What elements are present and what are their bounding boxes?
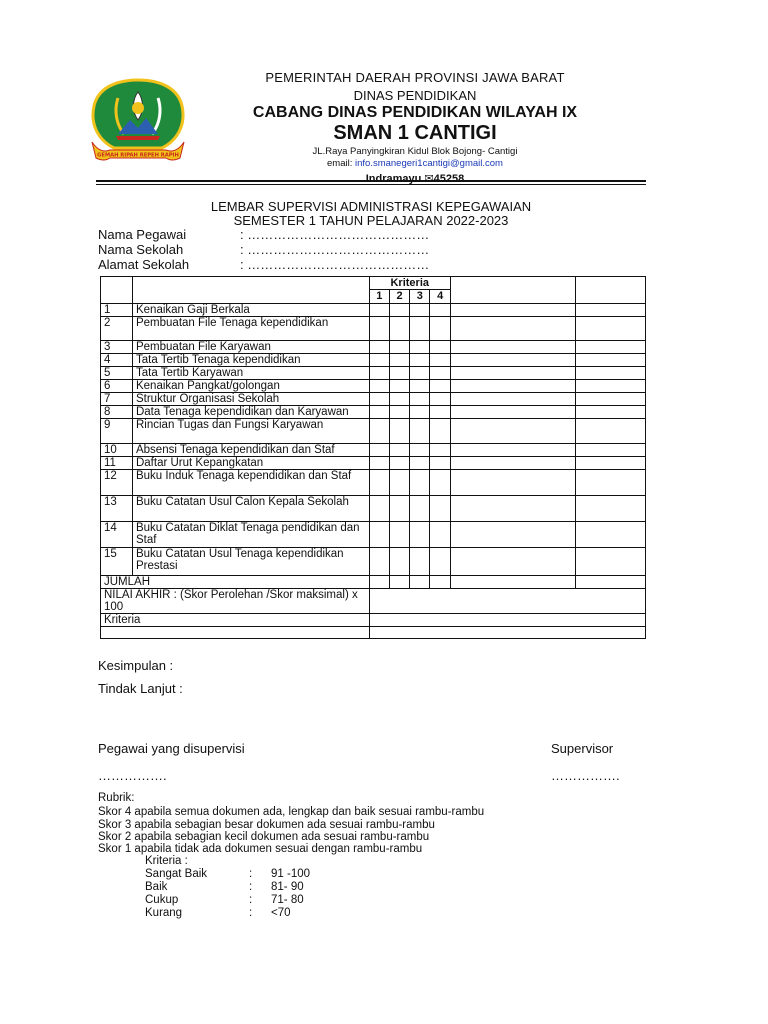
table-row — [101, 317, 646, 341]
row-item: Kenaikan Gaji Berkala — [132, 304, 369, 317]
supervisor-signature-label: Supervisor — [551, 741, 614, 756]
score-cell[interactable] — [410, 341, 430, 354]
info-label: Nama Sekolah — [98, 242, 184, 257]
score-cell[interactable] — [430, 354, 450, 367]
email-label: email: — [327, 158, 353, 169]
extra-cell — [575, 317, 645, 341]
row-number: 15 — [101, 548, 133, 576]
rubrik-line: Skor 4 apabila semua dokumen ada, lengkap dan baik sesuai rambu-rambu — [98, 806, 485, 818]
info-label: Nama Pegawai — [98, 227, 187, 242]
table-row — [101, 470, 646, 496]
score-cell[interactable] — [369, 444, 389, 457]
extra-cell — [450, 406, 575, 419]
header-score-4: 4 — [430, 290, 450, 304]
row-number: 1 — [101, 304, 133, 317]
letterhead — [0, 0, 768, 190]
table-row — [101, 393, 646, 406]
rubrik-title: Rubrik: — [98, 792, 135, 804]
extra-cell — [575, 406, 645, 419]
row-item: Pembuatan File Tenaga kependidikan — [132, 317, 369, 341]
row-number: 14 — [101, 522, 133, 548]
table-row — [101, 354, 646, 367]
score-cell[interactable] — [369, 419, 389, 444]
extra-cell — [450, 317, 575, 341]
info-row-employee — [98, 227, 429, 242]
extra-cell — [575, 380, 645, 393]
score-cell[interactable] — [369, 457, 389, 470]
extra-cell — [450, 548, 575, 576]
score-cell[interactable] — [389, 317, 409, 341]
extra-cell — [450, 367, 575, 380]
extra-cell — [450, 457, 575, 470]
extra-cell — [450, 354, 575, 367]
score-cell[interactable] — [430, 341, 450, 354]
score-cell[interactable] — [410, 444, 430, 457]
extra-cell — [575, 470, 645, 496]
score-cell[interactable] — [389, 341, 409, 354]
score-cell[interactable] — [369, 548, 389, 576]
row-number: 2 — [101, 317, 133, 341]
score-cell[interactable] — [410, 496, 430, 522]
document-subtitle: SEMESTER 1 TAHUN PELAJARAN 2022-2023 — [233, 213, 509, 228]
info-row-school — [98, 242, 429, 257]
kriteria-row — [145, 894, 304, 907]
score-cell[interactable] — [389, 393, 409, 406]
rubrik-line: Skor 1 apabila tidak ada dokumen sesuai dengan rambu-rambu — [98, 843, 423, 855]
score-cell[interactable] — [369, 522, 389, 548]
score-cell[interactable] — [410, 367, 430, 380]
header-item-cell — [132, 277, 369, 304]
row-number: 13 — [101, 496, 133, 522]
extra-cell — [450, 393, 575, 406]
kriteria-range: 71- 80 — [271, 894, 304, 906]
extra-cell — [450, 341, 575, 354]
table-row — [101, 304, 646, 317]
score-cell[interactable] — [369, 380, 389, 393]
score-cell[interactable] — [410, 304, 430, 317]
extra-cell — [575, 548, 645, 576]
score-cell[interactable] — [410, 548, 430, 576]
score-cell[interactable] — [430, 406, 450, 419]
extra-cell — [575, 367, 645, 380]
extra-cell — [575, 393, 645, 406]
info-value: : …………………………………… — [240, 257, 430, 272]
kriteria-range: 81- 90 — [271, 881, 304, 893]
row-item: Struktur Organisasi Sekolah — [132, 393, 369, 406]
table-row — [101, 406, 646, 419]
row-item: Buku Induk Tenaga kependidikan dan Staf — [132, 470, 369, 496]
employee-signature-dots: ……………. — [98, 768, 167, 783]
kriteria-row — [145, 907, 291, 920]
email-link[interactable]: info.smanegeri1cantigi@gmail.com — [354, 158, 503, 169]
score-cell[interactable] — [410, 457, 430, 470]
header-extra-cell — [450, 277, 575, 304]
header-no-cell — [101, 277, 133, 304]
score-cell[interactable] — [389, 444, 409, 457]
table-row — [101, 548, 646, 576]
score-cell[interactable] — [410, 406, 430, 419]
extra-cell — [450, 419, 575, 444]
row-number: 4 — [101, 354, 133, 367]
kesimpulan-label: Kesimpulan : — [98, 658, 174, 673]
info-value: : …………………………………… — [240, 242, 430, 257]
employee-signature-label: Pegawai yang disupervisi — [98, 741, 245, 756]
kriteria-sep: : — [249, 881, 253, 893]
kriteria-row — [145, 868, 310, 881]
score-cell[interactable] — [410, 470, 430, 496]
west-java-emblem-logo — [88, 78, 188, 162]
row-item: Buku Catatan Usul Tenaga kependidikan Prestasi — [132, 548, 369, 576]
score-cell[interactable] — [389, 380, 409, 393]
footer-blank-cell — [369, 627, 645, 639]
row-number: 6 — [101, 380, 133, 393]
score-cell[interactable] — [410, 522, 430, 548]
row-number: 12 — [101, 470, 133, 496]
row-number: 7 — [101, 393, 133, 406]
school-address: JL.Raya Panyingkiran Kidul Blok Bojong- Cantigi — [312, 146, 518, 157]
extra-cell — [575, 522, 645, 548]
header-extra-cell — [575, 277, 645, 304]
extra-cell — [450, 522, 575, 548]
header-kriteria: Kriteria — [369, 277, 450, 290]
extra-cell — [575, 304, 645, 317]
rubrik-line: Skor 3 apabila sebagian besar dokumen ada sesuai rambu-rambu — [98, 819, 435, 831]
branch-line: CABANG DINAS PENDIDIKAN WILAYAH IX — [252, 104, 578, 121]
row-number: 11 — [101, 457, 133, 470]
header-score-3: 3 — [410, 290, 430, 304]
score-cell — [430, 576, 450, 589]
document-title: LEMBAR SUPERVISI ADMINISTRASI KEPEGAWAIAN — [210, 199, 532, 214]
row-item: Pembuatan File Karyawan — [132, 341, 369, 354]
score-cell[interactable] — [389, 406, 409, 419]
kriteria-value-cell — [369, 614, 645, 627]
footer-jumlah: JUMLAH — [101, 576, 370, 589]
score-cell[interactable] — [430, 457, 450, 470]
row-item: Buku Catatan Usul Calon Kepala Sekolah — [132, 496, 369, 522]
envelope-icon: ✉ — [424, 173, 434, 185]
letterhead-text — [230, 70, 600, 186]
letterhead-rule-thick — [96, 180, 646, 182]
score-cell[interactable] — [369, 470, 389, 496]
score-cell[interactable] — [410, 419, 430, 444]
row-number: 5 — [101, 367, 133, 380]
kriteria-name: Sangat Baik — [145, 868, 208, 880]
extra-cell — [450, 380, 575, 393]
table-row — [101, 496, 646, 522]
table-row — [101, 444, 646, 457]
extra-cell — [575, 419, 645, 444]
school-name: SMAN 1 CANTIGI — [333, 122, 497, 144]
kriteria-range: <70 — [271, 907, 291, 919]
rubrik-line: Skor 2 apabila sebagian kecil dokumen ada sesuai rambu-rambu — [98, 831, 430, 843]
row-number: 8 — [101, 406, 133, 419]
score-cell[interactable] — [369, 341, 389, 354]
score-cell[interactable] — [430, 548, 450, 576]
info-value: : …………………………………… — [240, 227, 430, 242]
score-cell[interactable] — [369, 317, 389, 341]
row-item: Tata Tertib Karyawan — [132, 367, 369, 380]
extra-cell — [450, 444, 575, 457]
score-cell[interactable] — [430, 317, 450, 341]
header-score-2: 2 — [389, 290, 409, 304]
table-row — [101, 522, 646, 548]
row-number: 9 — [101, 419, 133, 444]
score-cell[interactable] — [389, 354, 409, 367]
score-cell[interactable] — [430, 444, 450, 457]
footer-blank-cell — [101, 627, 370, 639]
row-item: Daftar Urut Kepangkatan — [132, 457, 369, 470]
score-cell[interactable] — [410, 380, 430, 393]
score-cell[interactable] — [389, 304, 409, 317]
score-cell[interactable] — [410, 354, 430, 367]
row-item: Absensi Tenaga kependidikan dan Staf — [132, 444, 369, 457]
kriteria-name: Kurang — [145, 907, 183, 919]
score-cell[interactable] — [430, 304, 450, 317]
score-cell[interactable] — [389, 548, 409, 576]
score-cell[interactable] — [389, 496, 409, 522]
footer-kriteria: Kriteria — [101, 614, 370, 627]
supervision-table — [100, 276, 646, 639]
score-cell[interactable] — [369, 393, 389, 406]
row-item: Data Tenaga kependidikan dan Karyawan — [132, 406, 369, 419]
score-cell[interactable] — [410, 393, 430, 406]
score-cell[interactable] — [410, 317, 430, 341]
table-row — [101, 341, 646, 354]
score-cell[interactable] — [369, 496, 389, 522]
extra-cell — [450, 470, 575, 496]
extra-cell — [450, 304, 575, 317]
score-cell[interactable] — [430, 393, 450, 406]
table-row — [101, 380, 646, 393]
table-row — [101, 367, 646, 380]
info-row-address — [98, 257, 429, 272]
score-cell[interactable] — [430, 419, 450, 444]
score-cell[interactable] — [369, 406, 389, 419]
kriteria-title: Kriteria : — [145, 855, 188, 867]
letterhead-rule-thin — [96, 184, 646, 185]
kriteria-sep: : — [249, 907, 253, 919]
row-number: 3 — [101, 341, 133, 354]
extra-cell — [575, 354, 645, 367]
department-line: DINAS PENDIDIKAN — [353, 88, 477, 103]
extra-cell — [575, 457, 645, 470]
row-item: Tata Tertib Tenaga kependidikan — [132, 354, 369, 367]
nilai-akhir-value-cell — [369, 589, 645, 614]
kriteria-range: 91 -100 — [271, 868, 311, 880]
score-cell[interactable] — [430, 470, 450, 496]
kriteria-sep: : — [249, 894, 253, 906]
row-item: Kenaikan Pangkat/golongan — [132, 380, 369, 393]
extra-cell — [575, 576, 645, 589]
kriteria-row — [145, 881, 304, 894]
score-cell — [369, 576, 389, 589]
score-cell[interactable] — [430, 367, 450, 380]
score-cell[interactable] — [389, 367, 409, 380]
info-label: Alamat Sekolah — [98, 257, 190, 272]
score-cell[interactable] — [389, 522, 409, 548]
score-cell[interactable] — [389, 470, 409, 496]
extra-cell — [450, 496, 575, 522]
extra-cell — [450, 576, 575, 589]
government-line: PEMERINTAH DAERAH PROVINSI JAWA BARAT — [265, 70, 565, 85]
kriteria-name: Cukup — [145, 894, 179, 906]
school-email-line — [230, 158, 600, 170]
table-row — [101, 419, 646, 444]
score-cell[interactable] — [369, 367, 389, 380]
extra-cell — [575, 444, 645, 457]
kriteria-sep: : — [249, 868, 253, 880]
city-name: Indramayu — [365, 173, 422, 185]
extra-cell — [575, 341, 645, 354]
row-number: 10 — [101, 444, 133, 457]
header-score-1: 1 — [369, 290, 389, 304]
score-cell — [389, 576, 409, 589]
postal-code: 45258 — [433, 173, 465, 185]
tindak-lanjut-label: Tindak Lanjut : — [98, 681, 183, 696]
score-cell[interactable] — [430, 380, 450, 393]
kriteria-name: Baik — [145, 881, 168, 893]
score-cell — [410, 576, 430, 589]
score-cell[interactable] — [369, 354, 389, 367]
row-item: Buku Catatan Diklat Tenaga pendidikan dan Staf — [132, 522, 369, 548]
extra-cell — [575, 496, 645, 522]
score-cell[interactable] — [389, 457, 409, 470]
logo-motto: GEMAH RIPAH REPEH RAPIH — [97, 152, 179, 159]
score-cell[interactable] — [430, 522, 450, 548]
score-cell[interactable] — [369, 304, 389, 317]
table-row — [101, 457, 646, 470]
row-item: Rincian Tugas dan Fungsi Karyawan — [132, 419, 369, 444]
supervisor-signature-dots: ……………. — [551, 768, 620, 783]
score-cell[interactable] — [430, 496, 450, 522]
score-cell[interactable] — [389, 419, 409, 444]
footer-nilai-akhir: NILAI AKHIR : (Skor Perolehan /Skor maksimal) x 100 — [101, 589, 370, 614]
